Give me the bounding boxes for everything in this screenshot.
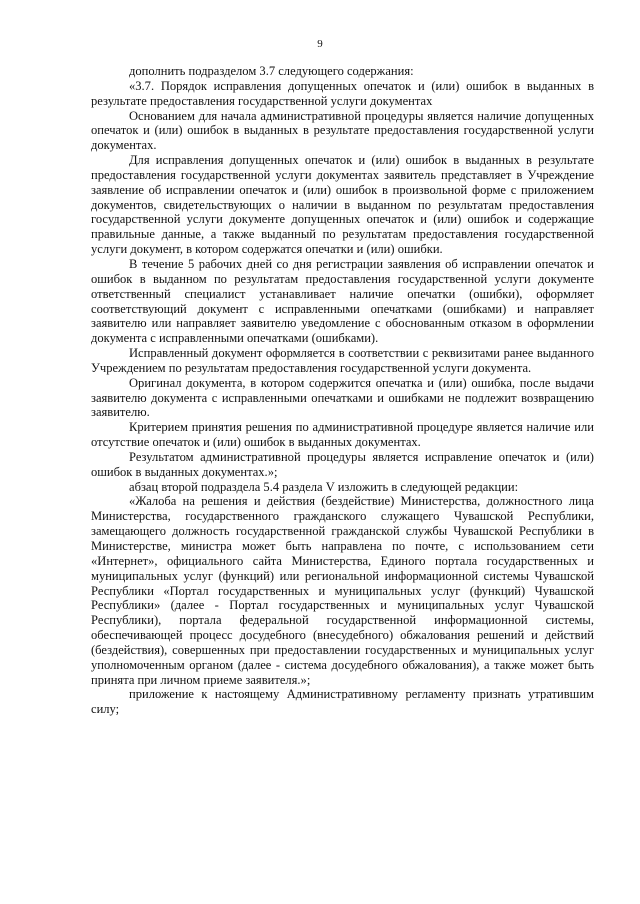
page-number: 9 — [317, 38, 323, 50]
paragraph-criterion: Критерием принятия решения по административной процедуре является наличие или отсутствие опечаток и (или) ошибок в выданных документах. — [91, 420, 594, 450]
paragraph-corrected-document: Исправленный документ оформляется в соответствии с реквизитами ранее выданного Учреждением по результатам предоставления государственной услуги документа. — [91, 346, 594, 375]
paragraph-application: Для исправления допущенных опечаток и (или) ошибок в выданных в результате предоставления государственной услуги документах заявитель представляет в Учреждение заявление об исправлении опечаток и (или) ошибок в произвольной форме с приложением документов, свидетельствующих о наличии в выданном по результатам предоставления государственной услуги документе допущенных опечаток и (или) ошибок и содержащие правильные данные, а также выданный по результатам предоставления государственной услуги документ, в котором содержатся опечатки и (или) ошибки. — [91, 153, 594, 257]
paragraph-complaint: «Жалоба на решения и действия (бездействие) Министерства, должностного лица Министерства, государственного гражданского служащего Чувашской Республики, замещающего должность государственной гражданской службы Чувашской Республики в Министерстве, министра может быть направлена по почте, с использованием сети «Интернет», официального сайта Министерства, Единого портала государственных и муниципальных услуг (функций) или региональной информационной системы Чувашской Республики «Портал государственных и муниципальных услуг (функций) Чувашской Республики» (далее - Портал государственных и муниципальных услуг Чувашской Республики), портала федеральной государственной информационной системы, обеспечивающей процесс досудебного (внесудебного) обжалования решений и действий (бездействия), совершенных при предоставлении государственных и муниципальных услуг уполномоченным органом (далее - система досудебного обжалования), а также может быть принята при личном приеме заявителя.»; — [91, 494, 594, 687]
paragraph-appendix: приложение к настоящему Административному регламенту признать утратившим силу; — [91, 687, 594, 717]
paragraph-intro: дополнить подразделом 3.7 следующего содержания: — [129, 64, 414, 78]
paragraph-result: Результатом административной процедуры является исправление опечаток и (или) ошибок в выданных документах.»; — [91, 449, 594, 479]
paragraph-section-heading: «3.7. Порядок исправления допущенных опечаток и (или) ошибок в выданных в результате предоставления государственной услуги документах — [91, 78, 594, 108]
paragraph-deadline: В течение 5 рабочих дней со дня регистрации заявления об исправлении опечаток и ошибок в выданном по результатам предоставления государственной услуги документе ответственный специалист устанавливает наличие опечатки (ошибки), оформляет соответствующий документ с исправленными опечатками (ошибками) и направляет заявителю или направляет заявителю уведомление с обоснованным отказом в оформлении документа с исправленными опечатками (ошибками). — [91, 256, 594, 346]
paragraph-original-document: Оригинал документа, в котором содержится опечатка и (или) ошибка, после выдачи заявителю документа с исправленными опечатками и ошибками не подлежит возвращению заявителю. — [91, 375, 594, 420]
paragraph-amendment: абзац второй подраздела 5.4 раздела V изложить в следующей редакции: — [129, 479, 519, 494]
paragraph-grounds: Основанием для начала административной процедуры является наличие допущенных опечаток и (или) ошибок в выданных в результате предоставления государственной услуги документах. — [91, 108, 594, 153]
document-body — [91, 64, 594, 717]
